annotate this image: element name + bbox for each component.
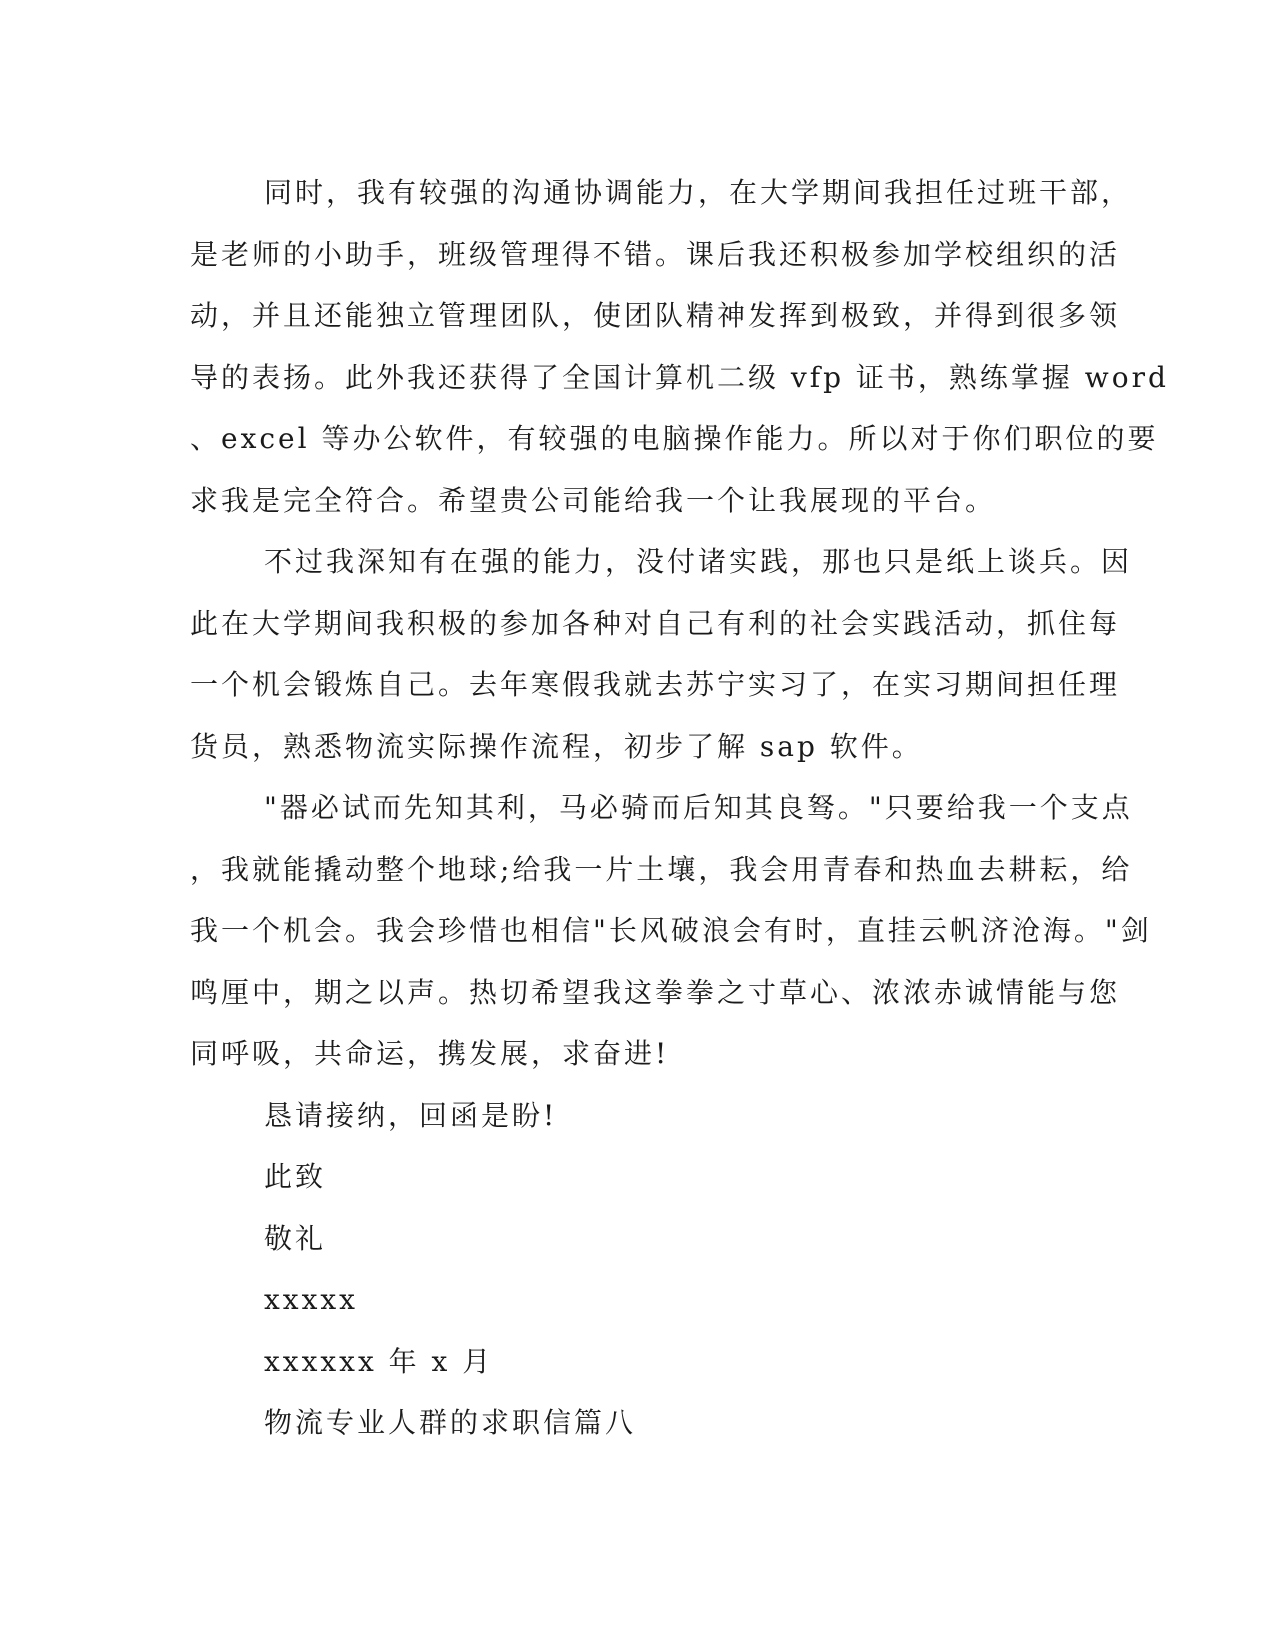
closing-request: 恳请接纳，回函是盼!: [264, 1098, 558, 1132]
text-line: 动，并且还能独立管理团队，使团队精神发挥到极致，并得到很多领: [190, 299, 1121, 332]
text-line: 导的表扬。此外我还获得了全国计算机二级 vfp 证书，熟练掌握 word: [190, 360, 1169, 394]
letter-body: [190, 162, 1169, 1454]
text-line: 货员，熟悉物流实际操作流程，初步了解 sap 软件。: [190, 729, 923, 763]
paragraph-aspiration: [190, 777, 1152, 1085]
text-line: 鸣厘中，期之以声。热切希望我这拳拳之寸草心、浓浓赤诚情能与您: [190, 975, 1121, 1009]
text-line: 我一个机会。我会珍惜也相信"长风破浪会有时，直挂云帆济沧海。"剑: [190, 914, 1152, 947]
signature-date: xxxxxx 年 x 月: [264, 1344, 494, 1378]
text-line: 求我是完全符合。希望贵公司能给我一个让我展现的平台。: [190, 483, 997, 517]
text-line: 是老师的小助手，班级管理得不错。课后我还积极参加学校组织的活: [190, 237, 1121, 271]
text-line: 此在大学期间我积极的参加各种对自己有利的社会实践活动，抓住每: [190, 606, 1121, 640]
text-line: 不过我深知有在强的能力，没付诸实践，那也只是纸上谈兵。因: [264, 545, 1133, 578]
text-line: 同呼吸，共命运，携发展，求奋进!: [190, 1037, 670, 1070]
text-line: 同时，我有较强的沟通协调能力，在大学期间我担任过班干部，: [264, 176, 1133, 209]
text-line: "器必试而先知其利，马必骑而后知其良驽。"只要给我一个支点: [264, 791, 1133, 824]
salutation-line-1: 此致: [264, 1160, 327, 1193]
salutation-line-2: 敬礼: [264, 1221, 327, 1255]
text-line: 一个机会锻炼自己。去年寒假我就去苏宁实习了，在实习期间担任理: [190, 668, 1121, 701]
paragraph-practice: [190, 531, 1133, 777]
text-line: ，我就能撬动整个地球;给我一片土壤，我会用青春和热血去耕耘，给: [190, 852, 1133, 886]
text-line: 、excel 等办公软件，有较强的电脑操作能力。所以对于你们职位的要: [190, 422, 1159, 455]
signature-name: xxxxx: [264, 1283, 358, 1316]
paragraph-qualifications: [190, 162, 1169, 531]
section-heading: 物流专业人群的求职信篇八: [264, 1406, 637, 1439]
